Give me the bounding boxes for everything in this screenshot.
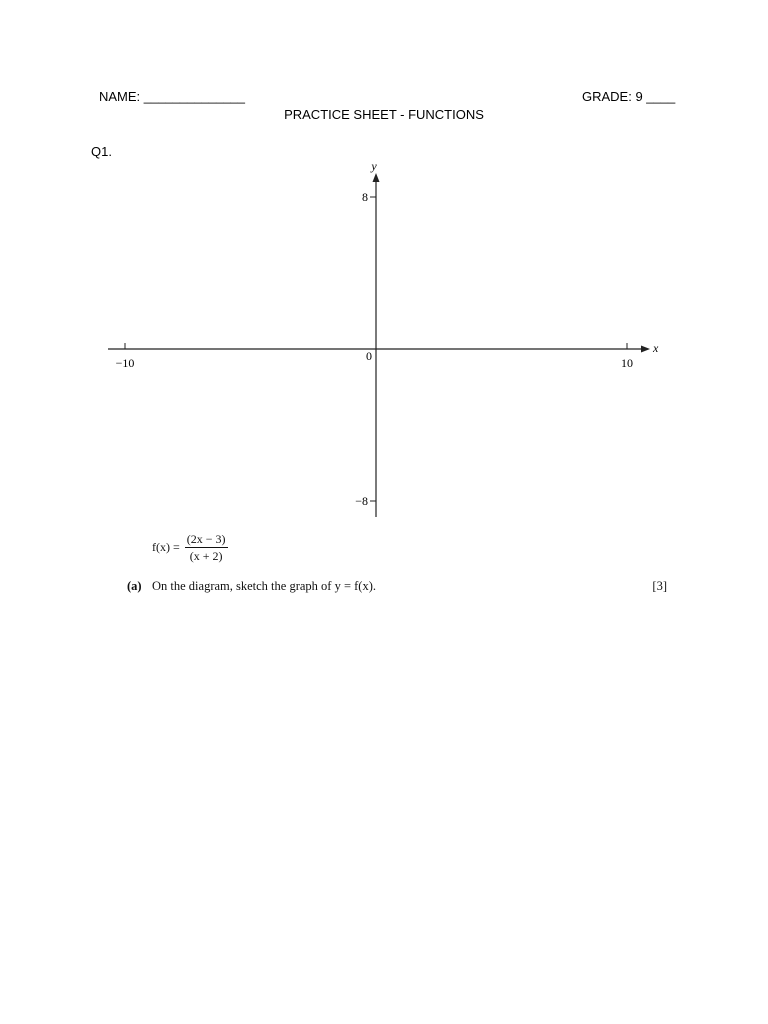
x-max-label: 10 (621, 356, 633, 370)
y-axis-arrow (373, 173, 380, 182)
name-field-label: NAME: ______________ (99, 89, 246, 104)
part-a-instruction: On the diagram, sketch the graph of y = f(x). (152, 579, 376, 593)
sheet-title: PRACTICE SHEET - FUNCTIONS (284, 107, 484, 122)
x-axis-label: x (653, 341, 659, 355)
function-denominator: (x + 2) (189, 549, 223, 563)
x-min-label: −10 (115, 356, 135, 370)
x-axis-arrow (641, 346, 650, 353)
function-definition (152, 532, 228, 563)
question-number: Q1. (91, 144, 112, 159)
grade-field-label: GRADE: 9 ____ (582, 89, 676, 104)
coordinate-axes-diagram (0, 150, 768, 530)
y-min-label: −8 (355, 494, 368, 508)
function-lhs: f(x) = (152, 540, 180, 554)
function-fraction (185, 532, 228, 563)
function-numerator: (2x − 3) (186, 532, 226, 546)
part-a-marks: [3] (652, 579, 667, 593)
y-axis-label: y (371, 159, 377, 173)
origin-label: 0 (366, 349, 372, 363)
part-a-label: (a) (127, 579, 142, 593)
y-max-label: 8 (362, 190, 368, 204)
